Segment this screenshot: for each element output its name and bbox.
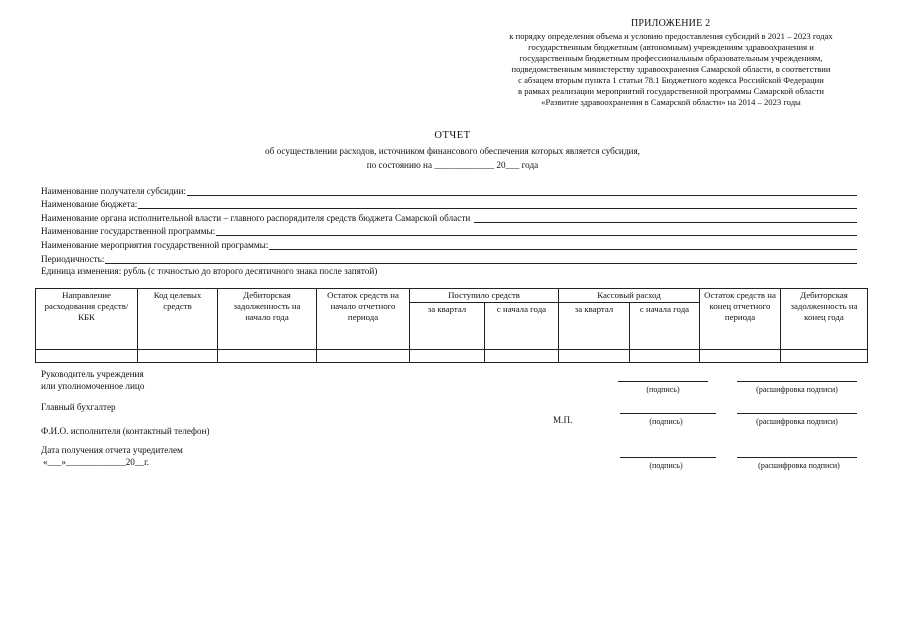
table-cell <box>559 350 630 363</box>
appendix-line: «Развитие здравоохранения в Самарской области» на 2014 – 2023 годы <box>541 97 801 107</box>
field-underline <box>269 240 857 250</box>
table-cell <box>36 350 138 363</box>
field-label: Наименование получателя субсидии: <box>41 186 186 196</box>
appendix-title: ПРИЛОЖЕНИЕ 2 <box>631 18 711 29</box>
appendix-line: государственным бюджетным (автономным) учреждениям здравоохранения и <box>528 42 814 52</box>
table-cell <box>700 350 781 363</box>
decode-line <box>737 457 857 458</box>
table-cell <box>630 350 700 363</box>
field-program <box>41 223 857 236</box>
unit-note: Единица изменения: рубль (с точностью до второго десятичного знака после запятой) <box>41 266 378 276</box>
chief-accountant-label: Главный бухгалтер <box>41 402 116 412</box>
col-direction: Направление расходования средств/КБК <box>36 289 138 350</box>
field-periodicity <box>41 251 857 264</box>
signature-line <box>620 457 716 458</box>
signature-caption: (подпись) <box>649 461 683 470</box>
sub-received-ytd: с начала года <box>485 303 559 350</box>
field-label: Наименование бюджета: <box>41 199 138 209</box>
signature-line <box>618 381 708 382</box>
field-underline <box>474 213 857 223</box>
col-balance-end: Остаток средств на конец отчетного периода <box>700 289 781 350</box>
signature-caption: (подпись) <box>646 385 680 394</box>
appendix-line: в рамках реализации мероприятий государственной программы Самарской области <box>518 86 824 96</box>
field-activity <box>41 237 857 250</box>
field-label: Наименование мероприятия государственной программы: <box>41 240 269 250</box>
stamp-label: М.П. <box>553 415 573 425</box>
decode-caption: (расшифровка подписи) <box>756 417 838 426</box>
signature-caption: (подпись) <box>649 417 683 426</box>
col-debt-start: Дебиторская задолженность на начало года <box>218 289 317 350</box>
date-blank: «___»_____________20__г. <box>43 457 150 467</box>
head-label: Руководитель учреждения <box>41 369 144 379</box>
report-title: ОТЧЕТ <box>434 130 471 141</box>
table-cell <box>485 350 559 363</box>
field-label: Наименование органа исполнительной власти – главного распорядителя средств бюджета Самарской области <box>41 213 471 223</box>
field-label: Периодичность: <box>41 254 105 264</box>
decode-caption: (расшифровка подписи) <box>758 461 840 470</box>
table-cell <box>410 350 485 363</box>
executor-label: Ф.И.О. исполнителя (контактный телефон) <box>41 426 210 436</box>
report-subtitle: об осуществлении расходов, источником финансового обеспечения которых является субсидия, <box>265 146 640 156</box>
group-received: Поступило средств <box>410 289 559 303</box>
table-row <box>36 350 868 363</box>
sub-cash-ytd: с начала года <box>630 303 700 350</box>
appendix-line: к порядку определения объема и условию предоставления субсидий в 2021 – 2023 годах <box>509 31 833 41</box>
date-received-label: Дата получения отчета учредителем <box>41 445 183 455</box>
table-cell <box>138 350 218 363</box>
report-date-line: по состоянию на _____________ 20___ года <box>366 160 539 170</box>
appendix-line: с абзацем вторым пункта 1 статьи 78.1 Бюджетного кодекса Российской Федерации <box>518 75 824 85</box>
field-underline <box>138 199 857 209</box>
field-underline <box>216 226 857 236</box>
head-label-2: или уполномоченное лицо <box>41 381 145 391</box>
signature-line <box>620 413 716 414</box>
field-budget <box>41 196 857 209</box>
table-cell <box>317 350 410 363</box>
sub-received-quarter: за квартал <box>410 303 485 350</box>
table-cell <box>218 350 317 363</box>
decode-caption: (расшифровка подписи) <box>756 385 838 394</box>
appendix-line: подведомственным министерству здравоохранения Самарской области, в соответствии <box>511 64 831 74</box>
decode-line <box>737 381 857 382</box>
group-cash: Кассовый расход <box>559 289 700 303</box>
field-underline <box>187 186 857 196</box>
col-balance-start: Остаток средств на начало отчетного периода <box>317 289 410 350</box>
field-label: Наименование государственной программы: <box>41 226 216 236</box>
appendix-line: государственным бюджетным профессиональным образовательным учреждениям, <box>519 53 823 63</box>
sub-cash-quarter: за квартал <box>559 303 630 350</box>
col-debt-end: Дебиторская задолженность на конец года <box>781 289 868 350</box>
col-code: Код целевых средств <box>138 289 218 350</box>
field-underline <box>105 254 857 264</box>
table-cell <box>781 350 868 363</box>
decode-line <box>737 413 857 414</box>
report-table <box>35 288 868 363</box>
field-recipient <box>41 183 857 196</box>
field-authority <box>41 210 857 223</box>
